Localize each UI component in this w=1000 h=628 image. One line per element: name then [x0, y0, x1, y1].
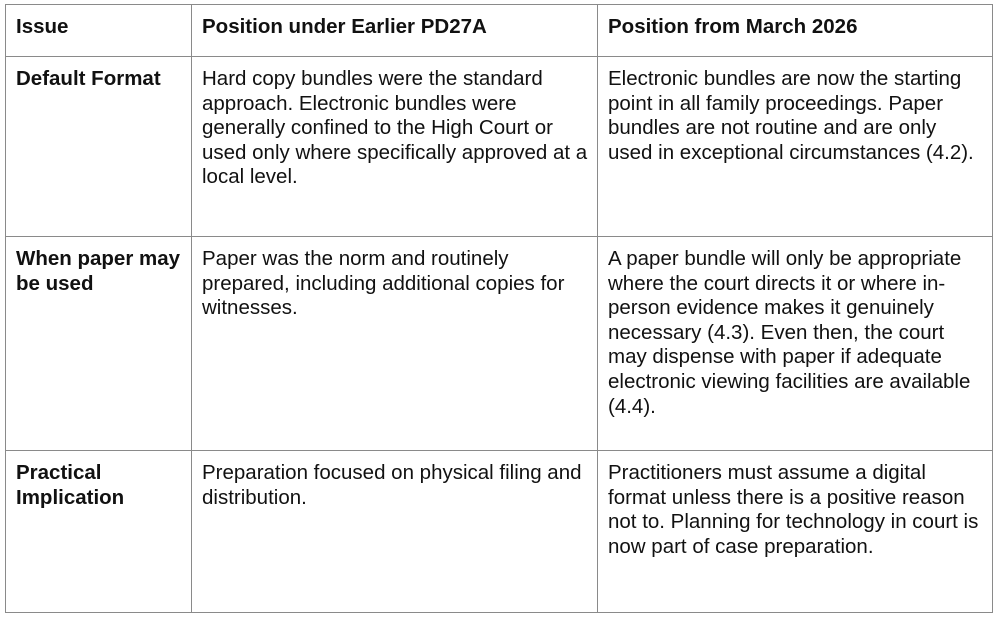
table-row: [6, 237, 993, 451]
row-earlier-cell: Hard copy bundles were the standard approach. Electronic bundles were generally confined to the High Court or used only where specifically approved at a local level.: [192, 57, 598, 237]
row-earlier-cell: Paper was the norm and routinely prepared, including additional copies for witnesses.: [192, 237, 598, 451]
row-march-2026-cell: A paper bundle will only be appropriate where the court directs it or where in-person evidence makes it genuinely necessary (4.3). Even then, the court may dispense with paper if adequate electronic viewing facilities are available (4.4).: [598, 237, 993, 451]
header-issue: Issue: [6, 5, 192, 57]
header-march-2026-position: Position from March 2026: [598, 5, 993, 57]
table-row: [6, 57, 993, 237]
row-issue-cell: Practical Implication: [6, 451, 192, 613]
comparison-table: [5, 4, 993, 613]
row-march-2026-cell: Electronic bundles are now the starting point in all family proceedings. Paper bundles are not routine and are only used in exceptional circumstances (4.2).: [598, 57, 993, 237]
row-march-2026-cell: Practitioners must assume a digital format unless there is a positive reason not to. Planning for technology in court is now part of case preparation.: [598, 451, 993, 613]
comparison-table-container: [5, 4, 992, 613]
header-earlier-position: Position under Earlier PD27A: [192, 5, 598, 57]
table-row: [6, 451, 993, 613]
row-issue-cell: When paper may be used: [6, 237, 192, 451]
row-earlier-cell: Preparation focused on physical filing and distribution.: [192, 451, 598, 613]
table-header-row: [6, 5, 993, 57]
row-issue-cell: Default Format: [6, 57, 192, 237]
